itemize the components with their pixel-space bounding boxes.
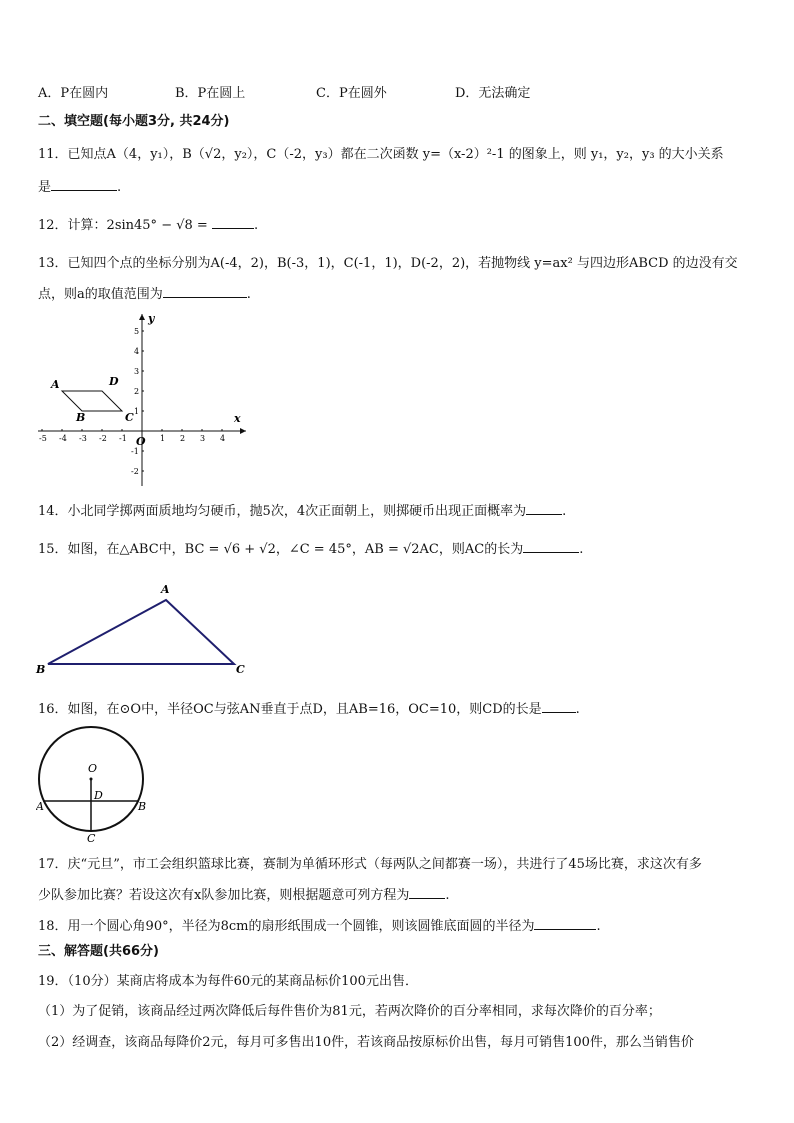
x-tick-label: 1: [160, 434, 166, 443]
vertex-a-label: A: [161, 583, 170, 596]
x-tick-label: -2: [99, 434, 107, 443]
point-b-label: B: [138, 800, 147, 813]
triangle-figure: [34, 582, 254, 677]
point-a-label: A: [36, 800, 44, 813]
answer-blank: [526, 501, 562, 515]
question-17: 17．庆“元旦”，市工会组织篮球比赛，赛制为单循环形式（每两队之间都赛一场），共进行了45场比赛，求这次有多: [38, 857, 702, 872]
period: .: [579, 542, 584, 557]
question-13: 13．已知四个点的坐标分别为A(-4，2)，B(-3，1)，C(-1，1)，D(-2，2)，若抛物线 y=ax² 与四边形ABCD 的边没有交: [38, 256, 738, 271]
option-a: A．P在圆内: [38, 86, 109, 101]
period: .: [246, 287, 251, 302]
question-15: [38, 538, 583, 557]
question-19: 19．（10分）某商店将成本为每件60元的某商品标价100元出售．: [38, 974, 418, 989]
question-17-cont-text: 少队参加比赛？若设这次有x队参加比赛，则根据题意可列方程为: [38, 888, 410, 903]
section-fill-in-heading: 二、填空题(每小题3分, 共24分): [38, 114, 230, 129]
center-o-label: O: [88, 762, 98, 775]
circle-figure: [36, 722, 148, 844]
question-14: [38, 500, 566, 519]
question-13-cont-text: 点，则a的取值范围为: [38, 287, 163, 302]
period: .: [445, 888, 450, 903]
y-tick-label: 1: [134, 407, 140, 416]
y-tick-label: -1: [131, 447, 139, 456]
question-12-text: 12．计算：2sin45° − √8 =: [38, 218, 208, 233]
section-solutions-heading: 三、解答题(共66分): [38, 944, 159, 959]
answer-blank: [523, 539, 579, 553]
x-tick-label: -3: [79, 434, 87, 443]
question-16-text: 16．如图，在⊙O中，半径OC与弦AN垂直于点D，且AB=16，OC=10，则CD的长是: [38, 702, 542, 717]
x-tick-label: 4: [220, 434, 226, 443]
x-tick-label: -1: [119, 434, 127, 443]
answer-blank: [542, 699, 576, 713]
point-d-label: D: [109, 375, 119, 388]
answer-blank: [534, 916, 596, 930]
triangle-abc: [48, 600, 234, 664]
question-13-continued: [38, 283, 251, 302]
question-11-cont-text: 是: [38, 180, 52, 195]
coordinate-graph: [36, 310, 251, 490]
x-tick-label: 3: [200, 434, 206, 443]
y-tick-label: 5: [134, 327, 140, 336]
question-14-text: 14．小北同学掷两面质地均匀硬币，抛5次，4次正面朝上，则掷硬币出现正面概率为: [38, 504, 527, 519]
point-d-label: D: [94, 789, 103, 802]
question-18-text: 18．用一个圆心角90°，半径为8cm的扇形纸围成一个圆锥，则该圆锥底面圆的半径为: [38, 919, 535, 934]
point-a-label: A: [51, 378, 60, 391]
point-c-label: C: [125, 411, 134, 424]
question-18: [38, 915, 601, 934]
question-19-part-1: （1）为了促销，该商品经过两次降低后每件售价为81元，若两次降价的百分率相同，求每次降价的百分率；: [38, 1004, 661, 1019]
period: .: [253, 218, 259, 233]
vertex-b-label: B: [36, 663, 46, 676]
period: .: [575, 702, 580, 717]
x-tick-label: -4: [59, 434, 67, 443]
y-tick-label: 2: [134, 387, 140, 396]
point-c-label: C: [87, 832, 96, 844]
answer-blank: [409, 885, 445, 899]
origin-label: O: [136, 435, 146, 448]
question-15-text: 15．如图，在△ABC中，BC = √6 + √2，∠C = 45°，AB = √2AC，则AC的长为: [38, 542, 524, 557]
question-11-continued: [38, 176, 121, 195]
option-c: C．P在圆外: [316, 86, 387, 101]
question-11: 11．已知点A（4，y₁），B（√2，y₂），C（-2，y₃）都在二次函数 y=（x-2）²-1 的图象上，则 y₁，y₂，y₃ 的大小关系: [38, 147, 724, 162]
answer-blank: [212, 215, 254, 229]
period: .: [596, 919, 601, 934]
question-19-part-2: （2）经调查，该商品每降价2元，每月可多售出10件，若该商品按原标价出售，每月可销售100件，那么当销售价: [38, 1035, 694, 1050]
quadrilateral-abcd: [62, 391, 122, 411]
y-tick-label: 4: [134, 347, 140, 356]
x-axis-label: x: [234, 412, 241, 425]
vertex-c-label: C: [236, 663, 245, 676]
center-point: [90, 778, 93, 781]
y-axis-label: y: [148, 312, 155, 325]
x-tick-label: -5: [39, 434, 47, 443]
period: .: [562, 504, 567, 519]
point-b-label: B: [76, 411, 86, 424]
answer-blank: [51, 177, 117, 191]
question-17-continued: [38, 884, 449, 903]
question-12: [38, 214, 258, 233]
x-axis-arrow: [240, 428, 246, 434]
answer-blank: [163, 284, 247, 298]
x-tick-label: 2: [180, 434, 186, 443]
option-b: B．P在圆上: [175, 86, 246, 101]
y-axis-arrow: [139, 314, 145, 320]
option-d: D．无法确定: [455, 86, 531, 101]
period: .: [117, 180, 122, 195]
y-tick-label: 3: [134, 367, 140, 376]
y-tick-label: -2: [131, 467, 139, 476]
question-16: [38, 698, 580, 717]
